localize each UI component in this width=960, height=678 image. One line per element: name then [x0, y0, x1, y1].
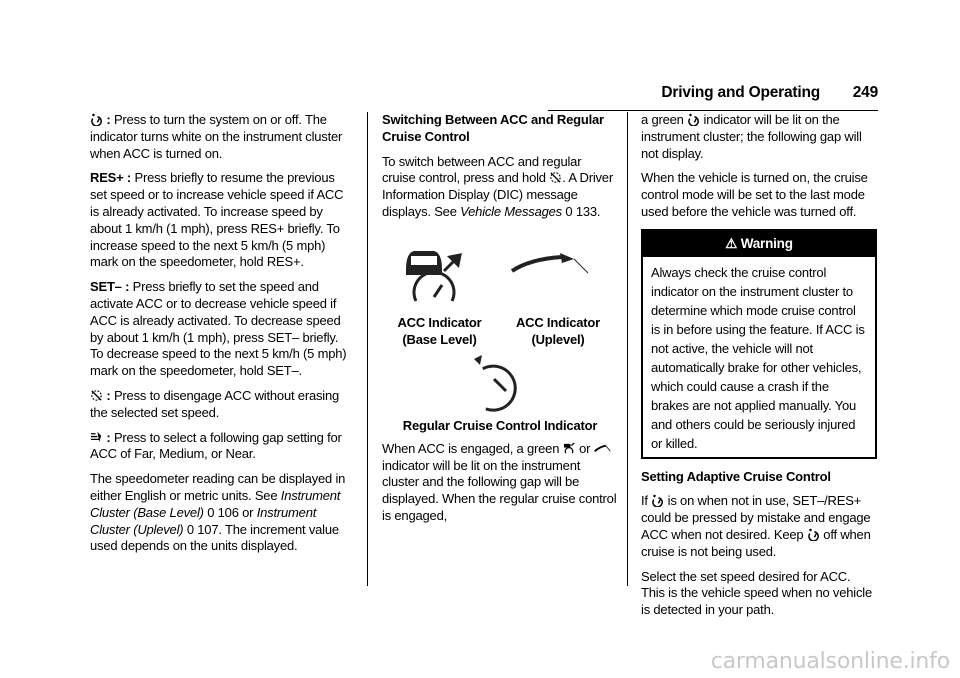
acc-indicator-figures: [382, 229, 618, 349]
green-text-b: indicator will be lit on the instrument cluster; the following gap will not display.: [641, 112, 862, 161]
column-3: [641, 112, 877, 627]
regular-cruise-figure: [382, 349, 618, 441]
warning-text: Always check the cruise control indicator on the instrument cluster to determine which mode cruise control is in before using the feature. If ACC is not active, the vehicle will not automatically brake for other vehicles, which could cause a crash if the brakes are not applied manually. You and others could be seriously injured or killed.: [651, 264, 865, 451]
ref-133[interactable]: 0 133: [561, 203, 597, 219]
set-label: SET– :: [90, 279, 133, 295]
warning-icon: ⚠: [725, 235, 738, 251]
ref-106[interactable]: 0 106: [203, 504, 239, 520]
switch-text-c: .: [596, 203, 601, 219]
cruise-on-off-icon: [807, 528, 820, 541]
paragraph-switch: [382, 154, 618, 221]
caption-acc-base: ACC Indicator (Base Level): [397, 314, 482, 347]
page-title: Driving and Operating: [661, 84, 820, 101]
column-1: [90, 112, 354, 563]
paragraph-speedometer: [90, 471, 354, 555]
cancel-icon: [90, 389, 103, 402]
heading-setting-acc: Setting Adaptive Cruise Control: [641, 468, 831, 484]
watermark: carmanualsonline.info: [710, 649, 950, 674]
paragraph-cancel: [90, 388, 354, 422]
column-2: [382, 112, 618, 533]
ref-107[interactable]: 0 107: [183, 521, 219, 537]
acc-base-icon: [400, 243, 480, 305]
acc-uplevel-icon: [510, 251, 590, 277]
gap-label: :: [103, 429, 114, 445]
res-label: RES+ :: [90, 170, 135, 186]
cancel-icon: [549, 171, 562, 184]
res-text: Press briefly to resume the previous set speed or to increase vehicle speed if ACC is already activated. To increase speed by about 1 km/h (1 mph), press RES+ briefly. To increase speed to the next 5 km/h (5 mph) mark on the speedometer, hold RES+.: [90, 170, 344, 270]
green-text-a: a green: [641, 112, 688, 127]
switch-text-a: To switch between ACC and regular cruise control, press and hold: [382, 153, 582, 186]
acc-uplevel-small-icon: [594, 442, 612, 455]
warning-box: [641, 229, 877, 459]
link-instrument-cluster-uplevel[interactable]: Instrument Cluster (Uplevel): [90, 504, 317, 537]
paragraph-cruise-button: [90, 112, 354, 162]
engaged-text-b: indicator will be lit on the instrument cluster and the following gap will be displayed. When the regular cruise control is engaged,: [382, 457, 617, 523]
caption-regular-cruise: Regular Cruise Control Indicator: [402, 417, 598, 433]
set-text: Press briefly to set the speed and activate ACC or to decrease vehicle speed if ACC is already activated. To decrease speed by about 1 km/h (1 mph), press SET– briefly. To decrease speed to the next 5 km/h (5 mph) mark on the speedometer, hold SET–.: [90, 279, 347, 379]
header-rule: [548, 110, 878, 111]
speedometer-text-c: . The increment value used depends on the units displayed.: [90, 521, 339, 554]
cruise-text: Press to turn the system on or off. The indicator turns white on the instrument cluster when ACC is turned on.: [90, 112, 343, 161]
cruise-on-off-icon: [90, 113, 103, 126]
page-header: [540, 84, 878, 106]
warning-title: Warning: [740, 235, 793, 251]
switch-text-b: . A Driver Information Display (DIC) message displays. See: [382, 170, 613, 219]
paragraph-select-speed: Select the set speed desired for ACC. This is the vehicle speed when no vehicle is detected in your path.: [641, 568, 872, 618]
cancel-label: :: [103, 387, 114, 403]
paragraph-if-on: [641, 493, 877, 560]
page-number: 249: [852, 84, 878, 101]
acc-base-small-icon: [563, 442, 576, 455]
warning-header: [643, 231, 875, 257]
speedometer-text-a: The speedometer reading can be displayed in either English or metric units. See: [90, 471, 346, 503]
paragraph-res: [90, 170, 354, 271]
cruise-label: :: [103, 112, 114, 127]
gap-text: Press to select a following gap setting for ACC of Far, Medium, or Near.: [90, 429, 342, 462]
regular-cruise-icon: [468, 353, 542, 413]
paragraph-gap: [90, 430, 354, 464]
ifon-text-a: If: [641, 493, 652, 509]
engaged-text-a: When ACC is engaged, a green: [382, 440, 563, 456]
paragraph-last-mode: When the vehicle is turned on, the cruise control mode will be set to the last mode used before the vehicle was turned off.: [641, 170, 868, 219]
ifon-text-b: is on when not in use, SET–/RES+ could be pressed by mistake and engage ACC when not desired. Keep: [641, 493, 871, 542]
cancel-text: Press to disengage ACC without erasing the selected set speed.: [90, 387, 340, 420]
gap-icon: [90, 431, 103, 444]
paragraph-engaged: [382, 441, 618, 525]
engaged-text-or: or: [575, 440, 594, 456]
paragraph-green-indicator: [641, 112, 877, 162]
paragraph-set: [90, 279, 354, 380]
heading-switching: Switching Between ACC and Regular Cruise Control: [382, 112, 604, 144]
ifon-text-c: off when cruise is not being used.: [641, 526, 871, 559]
column-divider-1: [367, 112, 368, 586]
cruise-on-off-icon: [651, 494, 664, 507]
cruise-on-off-icon: [687, 113, 700, 126]
link-instrument-cluster-base[interactable]: Instrument Cluster (Base Level): [90, 487, 341, 520]
speedometer-text-b: or: [238, 504, 257, 520]
column-divider-2: [627, 112, 628, 586]
link-vehicle-messages[interactable]: Vehicle Messages: [460, 203, 562, 219]
caption-acc-uplevel: ACC Indicator (Uplevel): [515, 314, 601, 347]
